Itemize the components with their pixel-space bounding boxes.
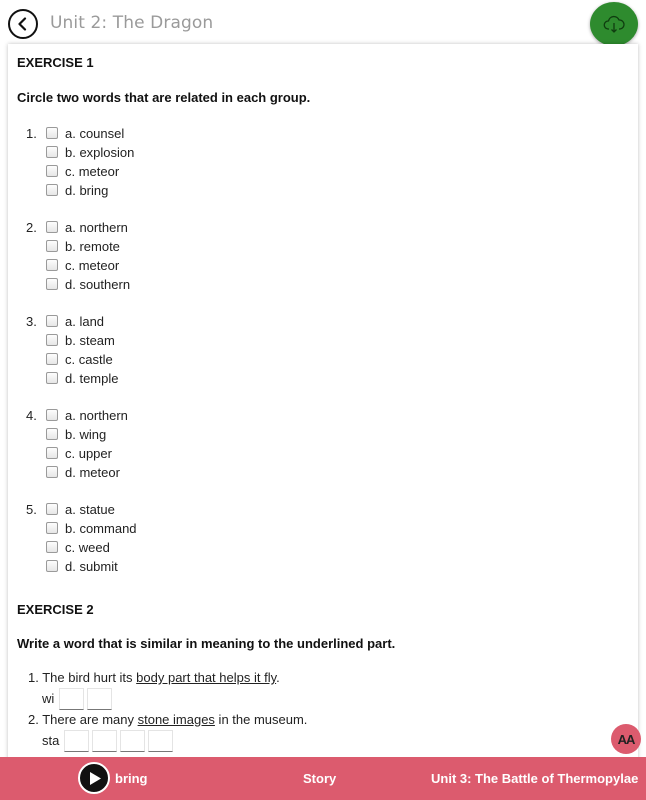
- option-4a[interactable]: [46, 406, 128, 424]
- fill-row-2: [42, 728, 176, 752]
- option-1c[interactable]: [46, 162, 119, 180]
- option-label: c. meteor: [65, 257, 120, 273]
- question-number: 4.: [26, 408, 37, 423]
- cloud-download-icon: [602, 12, 626, 36]
- header: [0, 0, 646, 46]
- back-button[interactable]: [8, 9, 38, 39]
- item-number: 2.: [28, 712, 39, 727]
- checkbox[interactable]: [46, 315, 58, 327]
- letter-blank[interactable]: [120, 730, 145, 752]
- letter-blank[interactable]: [87, 688, 112, 710]
- chevron-left-icon: [16, 17, 30, 31]
- item-text-before: The bird hurt its: [42, 670, 137, 685]
- item-text-after: in the museum.: [214, 712, 308, 727]
- checkbox[interactable]: [46, 372, 58, 384]
- option-label: c. upper: [65, 445, 112, 461]
- option-1d[interactable]: [46, 181, 108, 199]
- checkbox[interactable]: [46, 353, 58, 365]
- exercise2-title: EXERCISE 2: [17, 602, 94, 617]
- letter-blank[interactable]: [148, 730, 173, 752]
- checkbox[interactable]: [46, 146, 58, 158]
- item-underlined: stone images: [137, 712, 215, 727]
- bottom-bar: [0, 757, 646, 800]
- exercise1-title: EXERCISE 1: [17, 55, 94, 70]
- option-label: a. statue: [65, 501, 115, 517]
- option-3c[interactable]: [46, 350, 113, 368]
- checkbox[interactable]: [46, 522, 58, 534]
- checkbox[interactable]: [46, 503, 58, 515]
- checkbox[interactable]: [46, 127, 58, 139]
- checkbox[interactable]: [46, 184, 58, 196]
- checkbox[interactable]: [46, 259, 58, 271]
- play-icon: [89, 772, 102, 785]
- letter-blank[interactable]: [64, 730, 89, 752]
- option-label: d. southern: [65, 276, 131, 292]
- option-2b[interactable]: [46, 237, 120, 255]
- option-5c[interactable]: [46, 538, 110, 556]
- option-label: d. temple: [65, 370, 119, 386]
- exercise1-instruction: Circle two words that are related in each group.: [17, 90, 311, 105]
- item-text-after: .: [276, 670, 280, 685]
- option-label: a. land: [65, 313, 105, 329]
- checkbox[interactable]: [46, 466, 58, 478]
- checkbox[interactable]: [46, 409, 58, 421]
- font-size-button[interactable]: [611, 724, 641, 754]
- option-label: a. northern: [65, 407, 128, 423]
- checkbox[interactable]: [46, 165, 58, 177]
- checkbox[interactable]: [46, 560, 58, 572]
- exercise-card: [8, 44, 638, 774]
- option-3b[interactable]: [46, 331, 115, 349]
- checkbox[interactable]: [46, 541, 58, 553]
- option-4b[interactable]: [46, 425, 106, 443]
- option-label: d. bring: [65, 182, 109, 198]
- question-number: 5.: [26, 502, 37, 517]
- option-label: d. meteor: [65, 464, 120, 480]
- question-number: 1.: [26, 126, 37, 141]
- checkbox[interactable]: [46, 240, 58, 252]
- question-number: 2.: [26, 220, 37, 235]
- item-number: 1.: [28, 670, 39, 685]
- option-2a[interactable]: [46, 218, 128, 236]
- story-link[interactable]: Story: [303, 771, 337, 786]
- option-label: a. counsel: [65, 125, 125, 141]
- option-label: b. wing: [65, 426, 107, 442]
- option-1a[interactable]: [46, 124, 124, 142]
- option-label: c. castle: [65, 351, 113, 367]
- checkbox[interactable]: [46, 334, 58, 346]
- item-text-before: There are many: [42, 712, 138, 727]
- download-button[interactable]: [590, 2, 638, 46]
- current-word-label[interactable]: bring: [115, 771, 148, 786]
- option-label: c. meteor: [65, 163, 120, 179]
- exercise2-item-1: [28, 670, 280, 685]
- exercise2-item-2: [28, 712, 307, 727]
- fill-row-1: [42, 686, 115, 710]
- checkbox[interactable]: [46, 221, 58, 233]
- word-prefix: wi: [42, 691, 55, 706]
- option-1b[interactable]: [46, 143, 134, 161]
- option-label: c. weed: [65, 539, 110, 555]
- letter-blank[interactable]: [59, 688, 84, 710]
- option-2c[interactable]: [46, 256, 119, 274]
- question-number: 3.: [26, 314, 37, 329]
- option-label: b. steam: [65, 332, 115, 348]
- checkbox[interactable]: [46, 428, 58, 440]
- option-4d[interactable]: [46, 463, 120, 481]
- font-size-icon: AA: [617, 731, 635, 747]
- option-label: d. submit: [65, 558, 118, 574]
- option-3a[interactable]: [46, 312, 104, 330]
- next-unit-link[interactable]: Unit 3: The Battle of Thermopylae: [431, 771, 639, 786]
- play-audio-button[interactable]: [78, 762, 110, 794]
- option-5b[interactable]: [46, 519, 137, 537]
- page-title: Unit 2: The Dragon: [50, 13, 214, 33]
- option-2d[interactable]: [46, 275, 130, 293]
- option-label: b. command: [65, 520, 137, 536]
- letter-blank[interactable]: [92, 730, 117, 752]
- checkbox[interactable]: [46, 447, 58, 459]
- option-label: b. remote: [65, 238, 120, 254]
- exercise2-instruction: Write a word that is similar in meaning to the underlined part.: [17, 636, 396, 651]
- checkbox[interactable]: [46, 278, 58, 290]
- word-prefix: sta: [42, 733, 60, 748]
- option-label: b. explosion: [65, 144, 135, 160]
- option-5d[interactable]: [46, 557, 118, 575]
- option-label: a. northern: [65, 219, 128, 235]
- option-3d[interactable]: [46, 369, 118, 387]
- option-5a[interactable]: [46, 500, 115, 518]
- item-underlined: body part that helps it fly: [136, 670, 277, 685]
- option-4c[interactable]: [46, 444, 112, 462]
